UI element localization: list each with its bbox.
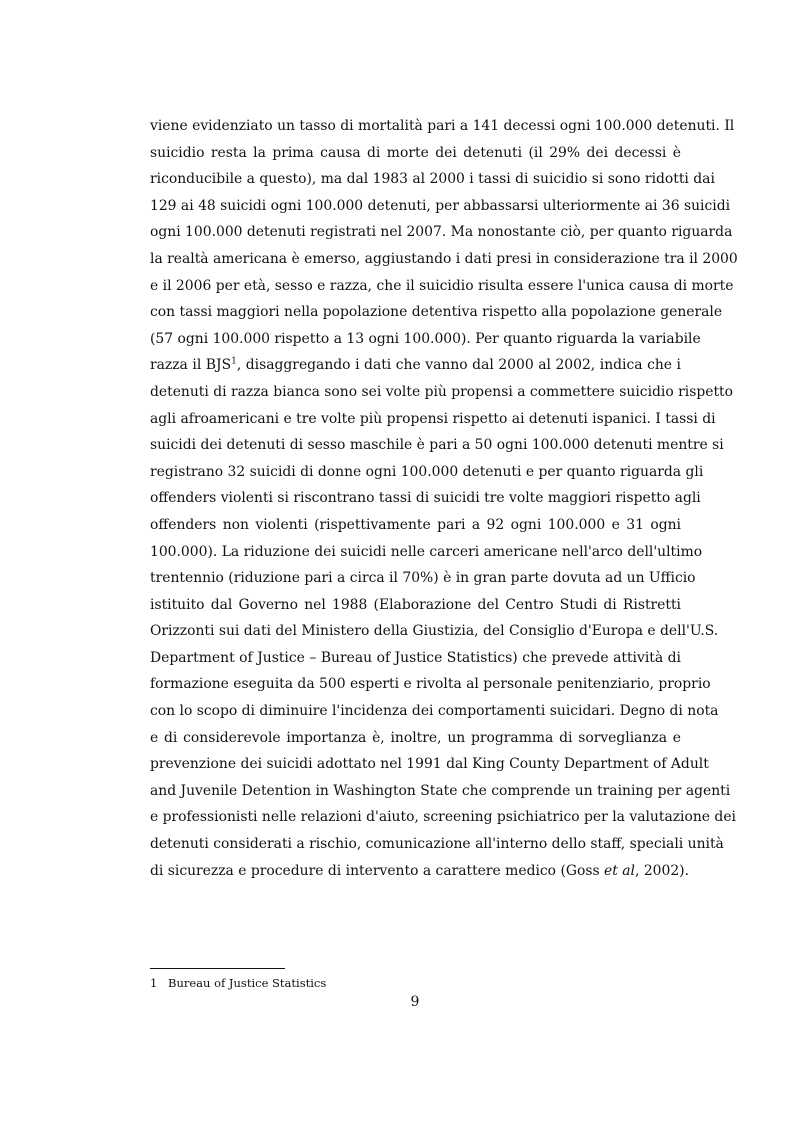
text-line: registrano 32 suicidi di donne ogni 100.000 detenuti e per quanto riguarda gli [150,463,704,480]
text-line: offenders violenti si riscontrano tassi di suicidi tre volte maggiori rispetto agli [150,490,701,507]
citation-italic: et al [604,862,635,879]
text-segment: , disaggregando i dati che vanno dal 2000 al 2002, indica che i [236,357,681,374]
footnote-number: 1 [150,976,158,990]
text-line: istituito dal Governo nel 1988 (Elaborazione del Centro Studi di Ristretti [150,596,681,613]
body-paragraph [150,113,738,884]
footnote [150,976,326,990]
text-line: con tassi maggiori nella popolazione detentiva rispetto alla popolazione generale [150,304,723,321]
text-segment: di sicurezza e procedure di intervento a carattere medico (Goss [150,862,605,879]
text-line: formazione eseguita da 500 esperti e rivolta al personale penitenziario, proprio [150,676,711,693]
text-line: riconducibile a questo), ma dal 1983 al 2000 i tassi di suicidio si sono ridotti dai [150,171,715,188]
page-number: 9 [410,994,420,1010]
text-line: and Juvenile Detention in Washington State che comprende un training per agenti [150,782,731,799]
text-line: detenuti di razza bianca sono sei volte più propensi a commettere suicidio rispetto [150,383,733,400]
text-line: ogni 100.000 detenuti registrati nel 2007. Ma nonostante ciò, per quanto riguarda [150,224,733,241]
text-line: detenuti considerati a rischio, comunicazione all'interno dello staff, speciali unità [150,836,724,853]
text-line: e il 2006 per età, sesso e razza, che il suicidio risulta essere l'unica causa di morte [150,277,734,294]
text-line-with-footnote [150,352,681,379]
footnote-separator [150,968,285,969]
text-line-last [150,858,690,885]
text-line: e di considerevole importanza è, inoltre, un programma di sorveglianza e [150,729,681,746]
text-line: trentennio (riduzione pari a circa il 70%) è in gran parte dovuta ad un Ufficio [150,570,696,587]
text-line: la realtà americana è emerso, aggiustando i dati presi in considerazione tra il 2000 [150,250,738,267]
text-segment: razza il BJS [150,357,232,374]
text-line: agli afroamericani e tre volte più propensi rispetto ai detenuti ispanici. I tassi di [150,410,716,427]
text-line: offenders non violenti (rispettivamente pari a 92 ogni 100.000 e 31 ogni [150,516,681,533]
text-line: 129 ai 48 suicidi ogni 100.000 detenuti, per abbassarsi ulteriormente ai 36 suicidi [150,197,731,214]
footnote-reference[interactable]: 1 [231,356,237,367]
text-line: suicidi dei detenuti di sesso maschile è pari a 50 ogni 100.000 detenuti mentre si [150,437,724,454]
text-line: Orizzonti sui dati del Ministero della Giustizia, del Consiglio d'Europa e dell'U.S. [150,623,719,640]
text-line: suicidio resta la prima causa di morte dei detenuti (il 29% dei decessi è [150,144,681,161]
text-line: Department of Justice – Bureau of Justice Statistics) che prevede attività di [150,649,681,666]
text-line: viene evidenziato un tasso di mortalità pari a 141 decessi ogni 100.000 detenuti. Il [150,118,735,134]
text-segment: , 2002). [634,862,690,879]
text-line: prevenzione dei suicidi adottato nel 1991 dal King County Department of Adult [150,756,709,773]
text-line: (57 ogni 100.000 rispetto a 13 ogni 100.000). Per quanto riguarda la variabile [150,330,701,347]
text-line: e professionisti nelle relazioni d'aiuto, screening psichiatrico per la valutazione dei [150,809,736,826]
footnote-text: Bureau of Justice Statistics [168,976,327,990]
text-line: 100.000). La riduzione dei suicidi nelle carceri americane nell'arco dell'ultimo [150,543,703,560]
text-line: con lo scopo di diminuire l'incidenza dei comportamenti suicidari. Degno di nota [150,703,719,720]
